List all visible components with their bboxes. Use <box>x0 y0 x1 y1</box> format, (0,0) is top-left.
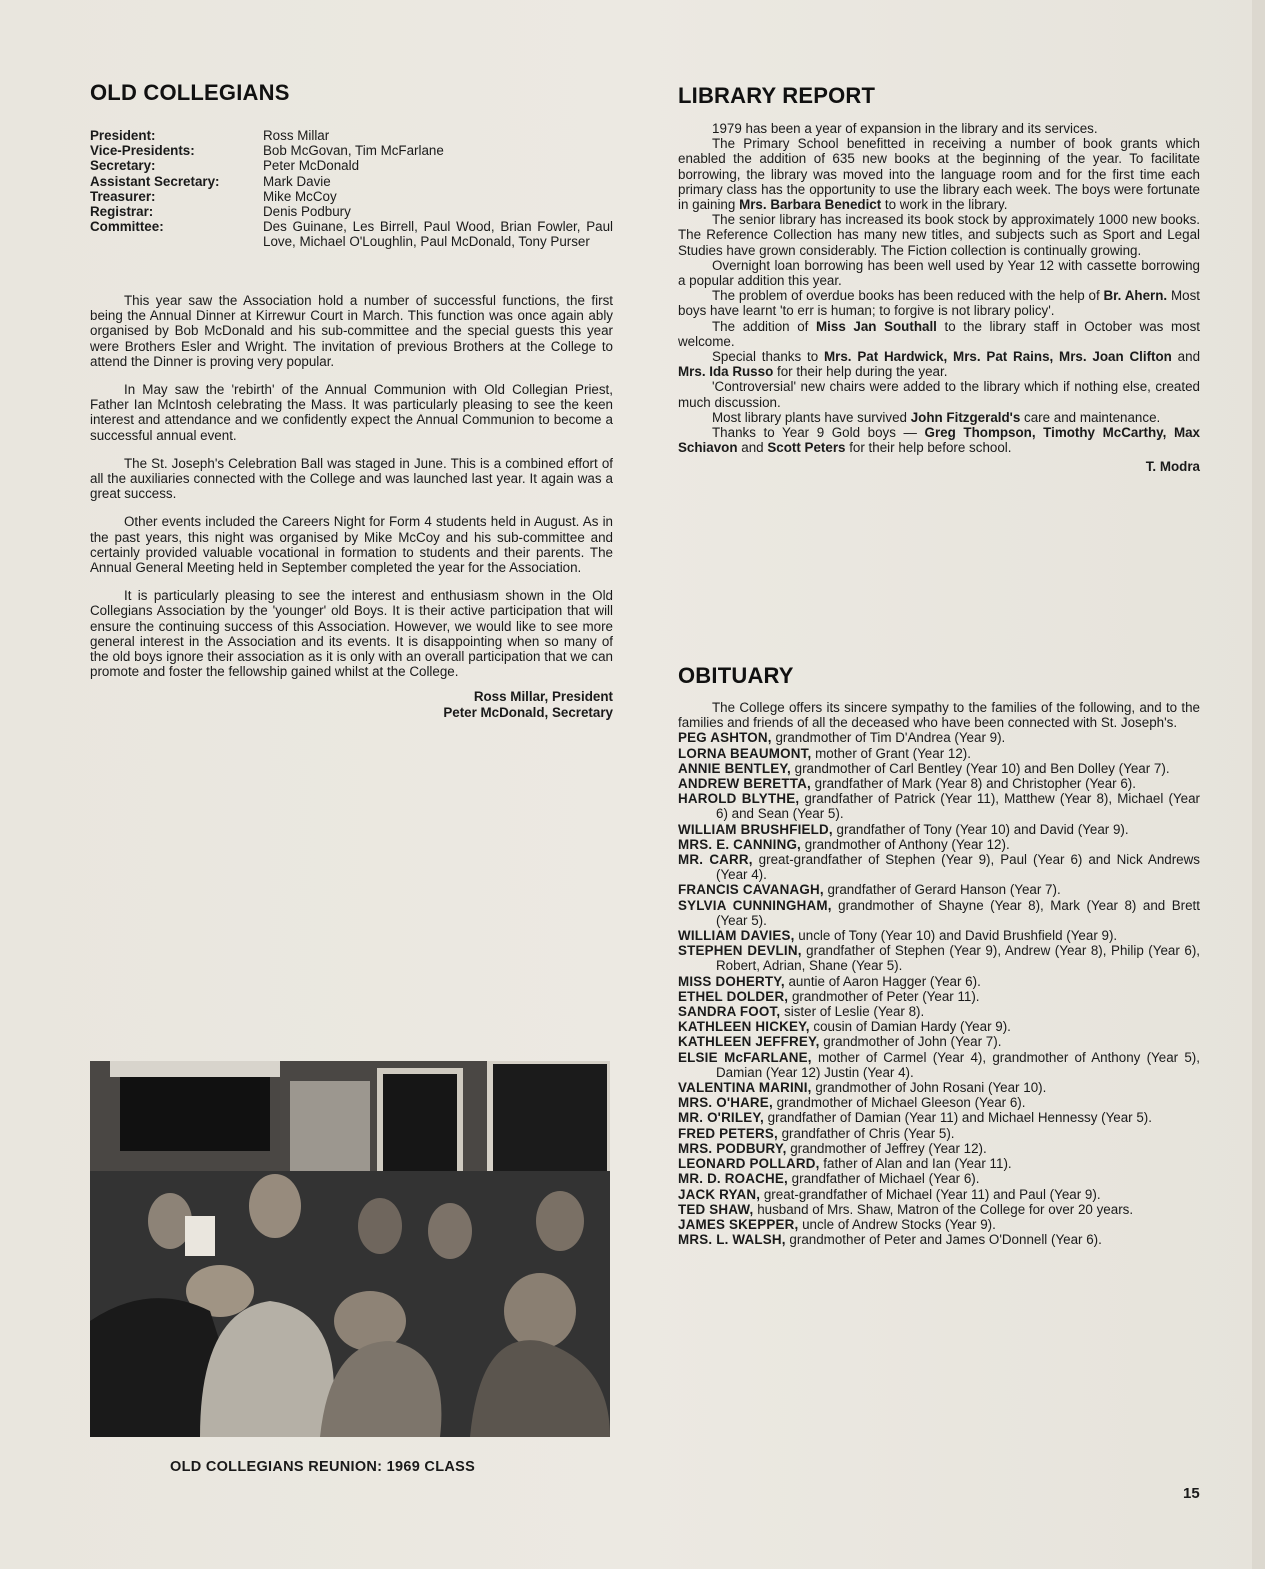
library-report-title: LIBRARY REPORT <box>678 83 876 108</box>
obituary-entry <box>678 776 1200 791</box>
officer-row <box>90 143 613 158</box>
obituary-text: grandfather of Gerard Hanson (Year 7). <box>823 882 1061 898</box>
obituary-name: FRED PETERS, <box>678 1125 778 1141</box>
obituary-name: WILLIAM BRUSHFIELD, <box>678 821 833 837</box>
obituary-name: STEPHEN DEVLIN, <box>678 943 802 959</box>
obituary-entry <box>678 1141 1200 1156</box>
library-text: to the library staff in October was most welcome. <box>678 318 1200 349</box>
obituary-entry <box>678 837 1200 852</box>
library-text: Most library plants have survived <box>712 409 911 425</box>
obituary-entry <box>678 974 1200 989</box>
library-text: The Primary School benefitted in receiving a number of book grants which enabled the addition of 635 new books at the beginning of the year. To facilitate borrowing, the library was moved into the language room and for the first time each primary class has the opportunity to use the library each week. The boys were fortunate in gaining <box>678 136 1200 213</box>
obituary-entry <box>678 1034 1200 1049</box>
obituary-text: grandmother of Shayne (Year 8), Mark (Year 8) and Brett (Year 5). <box>716 897 1200 928</box>
obituary-entry <box>678 822 1200 837</box>
obituary-text: grandmother of Michael Gleeson (Year 6). <box>772 1095 1026 1111</box>
obituary-name: MRS. O'HARE, <box>678 1095 773 1111</box>
photo-caption: OLD COLLEGIANS REUNION: 1969 CLASS <box>170 1459 476 1475</box>
library-text: The addition of <box>712 318 816 334</box>
library-text: Most boys have learnt 'to err is human; to forgive is not library policy'. <box>678 288 1200 319</box>
library-paragraph <box>678 410 1200 425</box>
obituary-entry <box>678 882 1200 897</box>
obituary-text: grandfather of Stephen (Year 9), Andrew (Year 8), Philip (Year 6), Robert, Adrian, Shane (Year 5). <box>716 943 1200 974</box>
officer-value: Bob McGovan, Tim McFarlane <box>263 143 444 159</box>
obituary-text: grandfather of Mark (Year 8) and Christopher (Year 6). <box>810 776 1136 792</box>
obituary-entry <box>678 791 1200 821</box>
obituary-entry <box>678 1080 1200 1095</box>
officer-value: Des Guinane, Les Birrell, Paul Wood, Brian Fowler, Paul Love, Michael O'Loughlin, Paul McDonald, Tony Purser <box>263 219 613 250</box>
obituary-text: grandfather of Damian (Year 11) and Michael Hennessy (Year 5). <box>763 1110 1152 1126</box>
page-number: 15 <box>1183 1485 1200 1502</box>
obituary-name: SYLVIA CUNNINGHAM, <box>678 897 832 913</box>
obituary-text: grandmother of Jeffrey (Year 12). <box>786 1140 987 1156</box>
library-name: Mrs. Ida Russo <box>678 364 774 380</box>
obituary-name: KATHLEEN HICKEY, <box>678 1019 810 1035</box>
library-text: and <box>737 440 768 456</box>
obituary-name: PEG ASHTON, <box>678 730 772 746</box>
signature-secretary: Peter McDonald, Secretary <box>443 704 613 720</box>
body-paragraph: This year saw the Association hold a number of successful functions, the first being the Annual Dinner at Kirrewur Court in March. This function was once again ably organised by Bob McDonald and his sub-committee and the special guests this year were Brothers Esler and Wright. The invitation of previous Brothers at the College to attend the Dinner is proving very popular. <box>90 293 613 369</box>
reunion-photo-image <box>90 1061 610 1437</box>
obituary-name: ANDREW BERETTA, <box>678 776 811 792</box>
obituary-entry <box>678 1095 1200 1110</box>
obituary-name: HAROLD BLYTHE, <box>678 791 800 807</box>
body-paragraph: In May saw the 'rebirth' of the Annual Communion with Old Collegian Priest, Father Ian McIntosh celebrating the Mass. It was particularly pleasing to see the keen interest and attendance and we confidently expect the Annual Communion to become a successful annual event. <box>90 382 613 443</box>
obituary-name: TED SHAW, <box>678 1201 754 1217</box>
obituary-name: JAMES SKEPPER, <box>678 1216 799 1232</box>
obituary-entry <box>678 898 1200 928</box>
officer-label: Treasurer: <box>90 188 156 204</box>
library-text: to work in the library. <box>881 197 1008 213</box>
officer-row <box>90 204 613 219</box>
library-text: and <box>1171 349 1201 365</box>
officer-value: Peter McDonald <box>263 158 360 174</box>
reunion-photo <box>90 1061 610 1437</box>
obituary-entry <box>678 989 1200 1004</box>
library-name: Mrs. Pat Hardwick, Mrs. Pat Rains, Mrs. Joan Clifton <box>823 349 1172 365</box>
obituary-text: grandmother of John (Year 7). <box>819 1034 1002 1050</box>
obituary-name: WILLIAM DAVIES, <box>678 928 795 944</box>
library-paragraph: 'Controversial' new chairs were added to the library which if nothing else, created much discussion. <box>678 379 1200 410</box>
obituary-text: grandmother of John Rosani (Year 10). <box>811 1080 1047 1096</box>
obituary-entry <box>678 1202 1200 1217</box>
library-paragraph: 1979 has been a year of expansion in the library and its services. <box>712 121 1098 136</box>
library-paragraph <box>678 136 1200 212</box>
officer-value: Mike McCoy <box>263 188 337 204</box>
obituary-entry <box>678 746 1200 761</box>
library-text: for their help during the year. <box>773 364 948 380</box>
obituary-name: VALENTINA MARINI, <box>678 1080 812 1096</box>
obituary-text: grandmother of Peter (Year 11). <box>788 988 980 1004</box>
obituary-name: MR. O'RILEY, <box>678 1110 764 1126</box>
old-collegians-title: OLD COLLEGIANS <box>90 80 290 105</box>
obituary-name: MRS. PODBURY, <box>678 1140 787 1156</box>
library-name: Miss Jan Southall <box>816 318 937 334</box>
obituary-entry <box>678 852 1200 882</box>
obituary-text: sister of Leslie (Year 8). <box>780 1004 925 1020</box>
obituary-name: JACK RYAN, <box>678 1186 761 1202</box>
obituary-text: grandmother of Anthony (Year 12). <box>800 836 1010 852</box>
obituary-name: KATHLEEN JEFFREY, <box>678 1034 820 1050</box>
obituary-name: ELSIE McFARLANE, <box>678 1049 812 1065</box>
library-paragraph: The senior library has increased its book stock by approximately 1000 new books. The Reference Collection has many new titles, and subjects such as Sport and Legal Studies have grown considerably. The Fiction collection is continually growing. <box>678 212 1200 258</box>
library-text: Thanks to Year 9 Gold boys — <box>712 425 925 441</box>
page-edge <box>1252 0 1265 1569</box>
library-report-body <box>678 121 1200 475</box>
library-name: John Fitzgerald's <box>910 409 1021 425</box>
obituary-entry <box>678 1217 1200 1232</box>
officer-row <box>90 158 613 173</box>
obituary-title: OBITUARY <box>678 663 794 688</box>
library-paragraph <box>678 349 1200 379</box>
obituary-name: FRANCIS CAVANAGH, <box>678 882 824 898</box>
obituary-entry <box>678 1156 1200 1171</box>
library-paragraph: Overnight loan borrowing has been well used by Year 12 with cassette borrowing a popular addition this year. <box>678 257 1200 289</box>
obituary-name: MR. D. ROACHE, <box>678 1171 788 1187</box>
obituary-text: grandfather of Tony (Year 10) and David (Year 9). <box>832 821 1129 837</box>
obituary-entry <box>678 928 1200 943</box>
obituary-intro: The College offers its sincere sympathy to the families of the following, and to the families and friends of all the deceased who have been connected with St. Joseph's. <box>678 700 1200 731</box>
body-paragraph: The St. Joseph's Celebration Ball was staged in June. This is a combined effort of all the auxiliaries connected with the College and was launched last year. It again was a great success. <box>90 455 613 502</box>
obituary-entry <box>678 1171 1200 1186</box>
obituary-name: MRS. L. WALSH, <box>678 1232 786 1248</box>
library-signature: T. Modra <box>1145 459 1200 475</box>
library-text: Special thanks to <box>712 349 824 365</box>
officer-row <box>90 128 613 143</box>
obituary-entry <box>678 1187 1200 1202</box>
library-text: The problem of overdue books has been reduced with the help of <box>712 288 1104 304</box>
officer-row <box>90 189 613 204</box>
officer-value: Ross Millar <box>263 128 330 143</box>
obituary-text: great-grandfather of Stephen (Year 9), Paul (Year 6) and Nick Andrews (Year 4). <box>716 852 1200 883</box>
officer-label: Assistant Secretary: <box>90 173 220 189</box>
obituary-name: LORNA BEAUMONT, <box>678 745 812 761</box>
obituary-text: grandmother of Carl Bentley (Year 10) and Ben Dolley (Year 7). <box>790 760 1170 776</box>
library-name: Mrs. Barbara Benedict <box>739 197 882 213</box>
obituary-text: uncle of Tony (Year 10) and David Brushfield (Year 9). <box>794 928 1118 944</box>
officer-label: Secretary: <box>90 158 156 174</box>
obituary-name: SANDRA FOOT, <box>678 1004 781 1020</box>
obituary-text: uncle of Andrew Stocks (Year 9). <box>798 1216 996 1232</box>
obituary-text: father of Alan and Ian (Year 11). <box>819 1156 1012 1172</box>
obituary-text: grandfather of Patrick (Year 11), Matthew (Year 8), Michael (Year 6) and Sean (Year 5). <box>716 791 1200 822</box>
obituary-list <box>678 730 1200 1247</box>
library-name: Scott Peters <box>767 440 846 456</box>
body-paragraph: Other events included the Careers Night for Form 4 students held in August. As in the past years, this night was organised by Mike McCoy and his sub-committee and certainly provided valuable vocational in formation to students and their parents. The Annual General Meeting held in September completed the year for the Association. <box>90 514 613 576</box>
obituary-name: LEONARD POLLARD, <box>678 1156 820 1172</box>
obituary-text: mother of Grant (Year 12). <box>811 745 971 761</box>
officer-label: President: <box>90 128 156 143</box>
obituary-text: grandfather of Chris (Year 5). <box>777 1125 955 1141</box>
obituary-name: ANNIE BENTLEY, <box>678 760 791 776</box>
obituary-entry <box>678 1004 1200 1019</box>
obituary-entry <box>678 1050 1200 1080</box>
library-name: Br. Ahern. <box>1103 288 1168 304</box>
obituary-name: MRS. E. CANNING, <box>678 836 801 852</box>
obituary-entry <box>678 1126 1200 1141</box>
officer-value: Denis Podbury <box>263 204 351 220</box>
officer-label: Committee: <box>90 219 164 235</box>
obituary-text: grandfather of Michael (Year 6). <box>787 1171 980 1187</box>
obituary-entry <box>678 730 1200 745</box>
obituary-text: grandmother of Tim D'Andrea (Year 9). <box>771 730 1006 746</box>
obituary-text: cousin of Damian Hardy (Year 9). <box>809 1019 1011 1035</box>
obituary-entry <box>678 761 1200 776</box>
old-collegians-body <box>90 293 613 720</box>
obituary-text: great-grandfather of Michael (Year 11) and Paul (Year 9). <box>760 1186 1101 1202</box>
library-text: care and maintenance. <box>1020 409 1161 425</box>
library-name: Greg Thompson, Timothy McCarthy, Max Schiavon <box>678 425 1200 456</box>
obituary-text: mother of Carmel (Year 4), grandmother of Anthony (Year 5), Damian (Year 12) Justin (Year 4). <box>716 1049 1200 1080</box>
library-paragraph <box>678 288 1200 318</box>
obituary-name: MR. CARR, <box>678 852 753 868</box>
obituary-entry <box>678 1232 1200 1247</box>
obituary-name: ETHEL DOLDER, <box>678 988 789 1004</box>
obituary-text: husband of Mrs. Shaw, Matron of the College for over 20 years. <box>753 1201 1134 1217</box>
obituary-name: MISS DOHERTY, <box>678 973 785 989</box>
officer-label: Registrar: <box>90 204 154 220</box>
officers-list <box>90 128 613 250</box>
library-paragraph <box>678 319 1200 349</box>
library-text: for their help before school. <box>845 440 1012 456</box>
officer-row <box>90 219 613 249</box>
officer-row <box>90 174 613 189</box>
obituary-entry <box>678 1110 1200 1125</box>
obituary-text: auntie of Aaron Hagger (Year 6). <box>784 973 981 989</box>
body-paragraph: It is particularly pleasing to see the interest and enthusiasm shown in the Old Collegians Association by the 'younger' old Boys. It is their active participation that will ensure the continuing success of this Association. However, we would like to see more general interest in the Association and its events. It is disappointing when so many of the old boys ignore their association as it is only with an overall participation that we can promote and foster the fellowship gained whilst at the College. <box>90 588 613 680</box>
obituary-entry <box>678 1019 1200 1034</box>
obituary-body <box>678 700 1200 1247</box>
officer-value: Mark Davie <box>263 173 331 189</box>
obituary-entry <box>678 943 1200 973</box>
library-paragraph <box>678 425 1200 455</box>
signature-president: Ross Millar, President <box>473 689 613 705</box>
obituary-text: grandmother of Peter and James O'Donnell (Year 6). <box>785 1232 1102 1248</box>
officer-label: Vice-Presidents: <box>90 143 195 159</box>
